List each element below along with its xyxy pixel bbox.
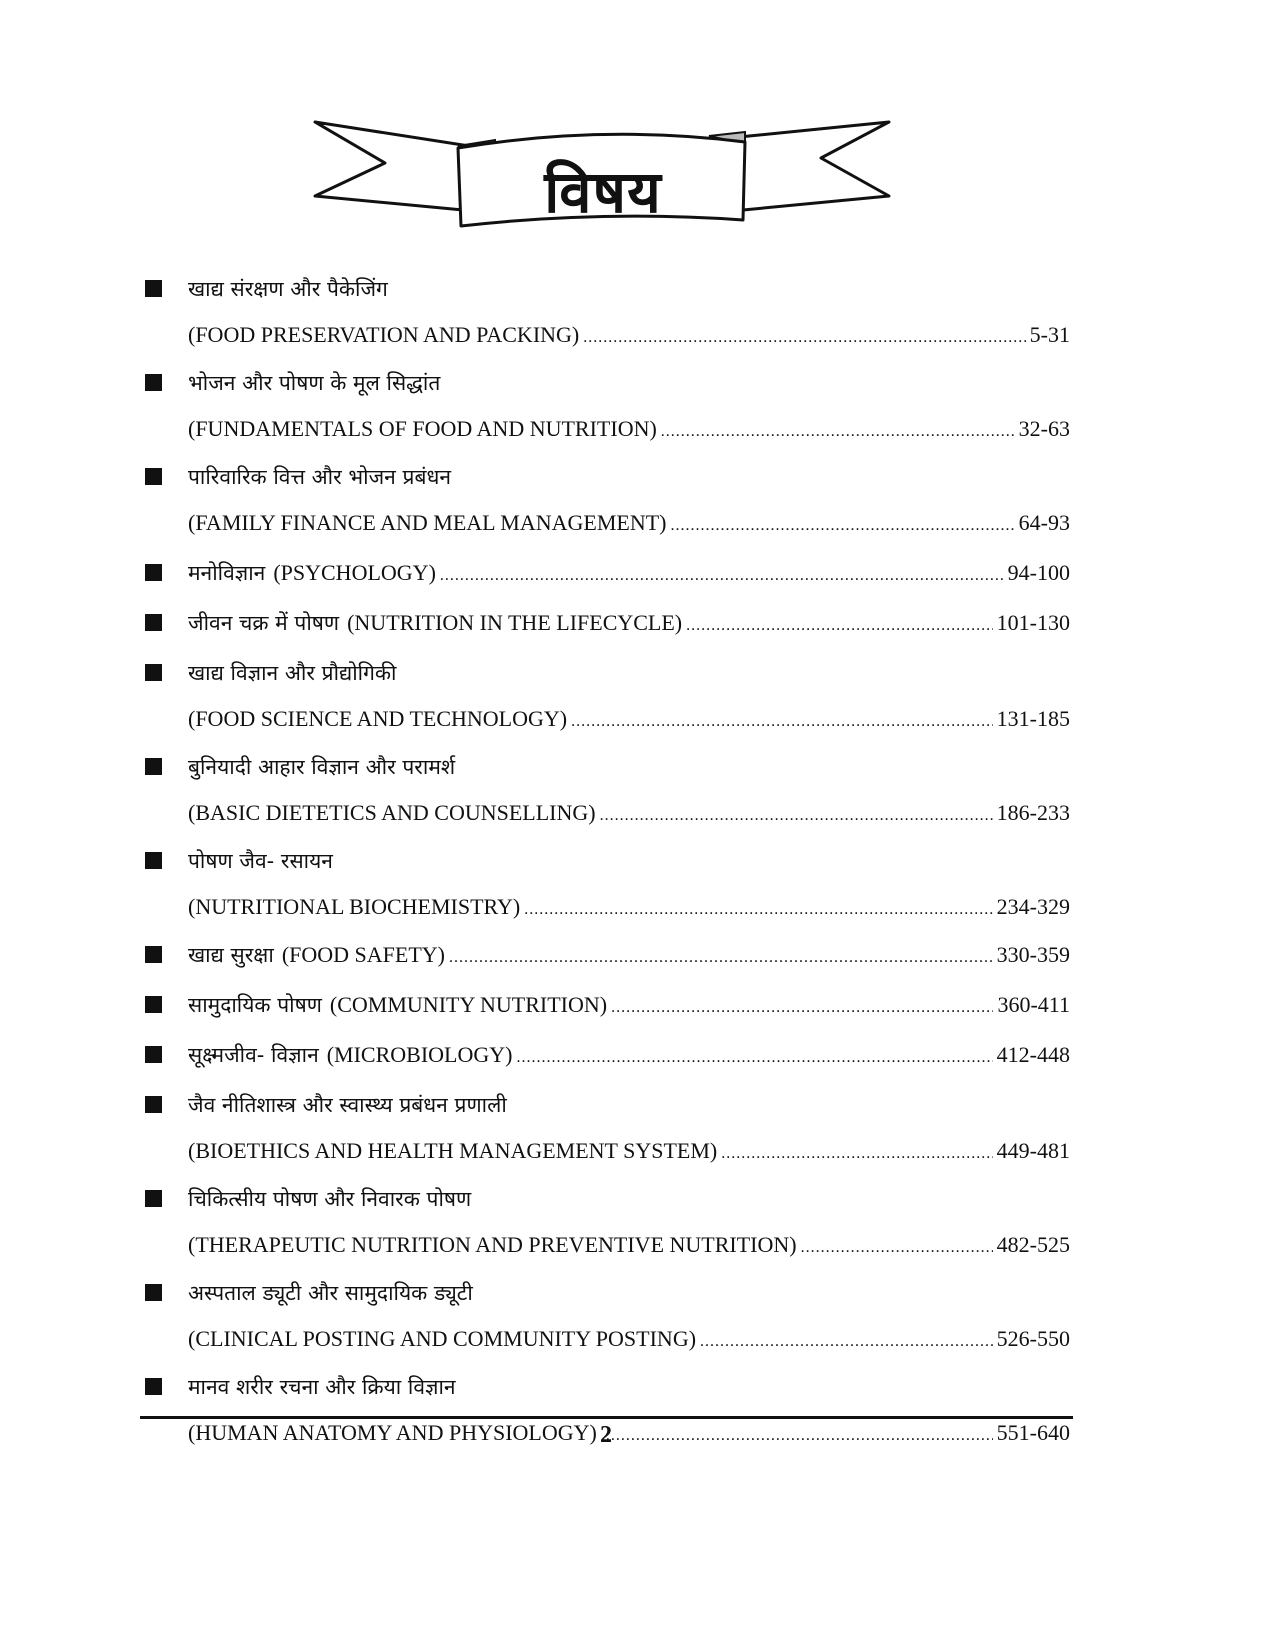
toc-hindi-title: खाद्य संरक्षण और पैकेजिंग — [188, 277, 388, 301]
toc-page-range: 526-550 — [996, 1326, 1070, 1351]
toc-page-range: 186-233 — [996, 800, 1070, 825]
table-of-contents — [145, 266, 1070, 1456]
square-bullet-icon — [145, 996, 162, 1013]
dot-leader — [686, 603, 993, 649]
toc-english-title: (HUMAN ANATOMY AND PHYSIOLOGY) — [188, 1420, 597, 1445]
toc-english-title: (COMMUNITY NUTRITION) — [329, 992, 608, 1017]
dot-leader — [700, 1319, 993, 1365]
square-bullet-icon — [145, 852, 162, 869]
square-bullet-icon — [145, 280, 162, 297]
dot-leader — [449, 935, 993, 981]
toc-hindi-title: जैव नीतिशास्त्र और स्वास्थ्य प्रबंधन प्रणाली — [188, 1093, 507, 1117]
toc-page-range: 234-329 — [996, 894, 1070, 919]
page-title: विषय — [544, 158, 662, 226]
toc-hindi-title: खाद्य सुरक्षा — [188, 943, 274, 967]
dot-leader — [661, 409, 1015, 455]
toc-english-title: (FOOD SCIENCE AND TECHNOLOGY) — [188, 706, 568, 731]
dot-leader — [611, 985, 993, 1031]
toc-entry[interactable] — [145, 1270, 1070, 1362]
toc-hindi-title: मानव शरीर रचना और क्रिया विज्ञान — [188, 1375, 456, 1399]
toc-hindi-title: सूक्ष्मजीव- विज्ञान — [188, 1043, 319, 1067]
toc-english-title: (BIOETHICS AND HEALTH MANAGEMENT SYSTEM) — [188, 1138, 718, 1163]
square-bullet-icon — [145, 614, 162, 631]
dot-leader — [583, 315, 1025, 361]
toc-page-range: 131-185 — [996, 706, 1070, 731]
toc-page-range: 551-640 — [996, 1420, 1070, 1445]
square-bullet-icon — [145, 946, 162, 963]
toc-page-range: 330-359 — [996, 942, 1070, 967]
toc-english-title: (PSYCHOLOGY) — [273, 560, 436, 585]
toc-hindi-title: पोषण जैव- रसायन — [188, 849, 333, 873]
toc-hindi-title: बुनियादी आहार विज्ञान और परामर्श — [188, 755, 456, 779]
toc-page-range: 360-411 — [997, 992, 1070, 1017]
page-number: 2 — [600, 1422, 612, 1448]
toc-english-title: (CLINICAL POSTING AND COMMUNITY POSTING) — [188, 1326, 697, 1351]
toc-english-title: (FOOD PRESERVATION AND PACKING) — [188, 322, 580, 347]
dot-leader — [600, 793, 993, 839]
toc-page-range: 64-93 — [1018, 510, 1070, 535]
toc-english-title: (FAMILY FINANCE AND MEAL MANAGEMENT) — [188, 510, 667, 535]
toc-entry[interactable] — [145, 1082, 1070, 1174]
footer-rule — [140, 1416, 1073, 1419]
toc-page-range: 32-63 — [1018, 416, 1070, 441]
square-bullet-icon — [145, 1284, 162, 1301]
toc-page-range: 94-100 — [1007, 560, 1070, 585]
square-bullet-icon — [145, 1190, 162, 1207]
toc-english-title: (THERAPEUTIC NUTRITION AND PREVENTIVE NUTRITION) — [188, 1232, 797, 1257]
toc-page-range: 101-130 — [996, 610, 1070, 635]
toc-english-title: (NUTRITIONAL BIOCHEMISTRY) — [188, 894, 521, 919]
toc-entry[interactable] — [145, 550, 1070, 596]
toc-hindi-title: जीवन चक्र में पोषण — [188, 611, 340, 635]
toc-english-title: (FOOD SAFETY) — [281, 942, 445, 967]
toc-entry[interactable] — [145, 650, 1070, 742]
toc-entry[interactable] — [145, 838, 1070, 930]
toc-entry[interactable] — [145, 600, 1070, 646]
toc-english-title: (MICROBIOLOGY) — [326, 1042, 513, 1067]
dot-leader — [524, 887, 992, 933]
title-banner — [313, 118, 893, 238]
dot-leader — [571, 699, 993, 745]
square-bullet-icon — [145, 564, 162, 581]
toc-entry[interactable] — [145, 932, 1070, 978]
toc-page-range: 482-525 — [996, 1232, 1070, 1257]
square-bullet-icon — [145, 1378, 162, 1395]
square-bullet-icon — [145, 758, 162, 775]
toc-hindi-title: चिकित्सीय पोषण और निवारक पोषण — [188, 1187, 472, 1211]
toc-hindi-title: पारिवारिक वित्त और भोजन प्रबंधन — [188, 465, 452, 489]
dot-leader — [671, 503, 1015, 549]
dot-leader — [721, 1131, 992, 1177]
toc-entry[interactable] — [145, 744, 1070, 836]
toc-hindi-title: मनोविज्ञान — [188, 561, 266, 585]
toc-hindi-title: खाद्य विज्ञान और प्रौद्योगिकी — [188, 661, 397, 685]
dot-leader — [801, 1225, 993, 1271]
toc-entry[interactable] — [145, 1032, 1070, 1078]
square-bullet-icon — [145, 1096, 162, 1113]
toc-entry[interactable] — [145, 360, 1070, 452]
toc-page-range: 412-448 — [996, 1042, 1070, 1067]
toc-entry[interactable] — [145, 454, 1070, 546]
toc-entry[interactable] — [145, 1176, 1070, 1268]
toc-page-range: 5-31 — [1029, 322, 1070, 347]
toc-english-title: (FUNDAMENTALS OF FOOD AND NUTRITION) — [188, 416, 657, 441]
toc-hindi-title: भोजन और पोषण के मूल सिद्धांत — [188, 371, 441, 395]
toc-hindi-title: सामुदायिक पोषण — [188, 993, 322, 1017]
square-bullet-icon — [145, 468, 162, 485]
toc-page-range: 449-481 — [996, 1138, 1070, 1163]
toc-entry[interactable] — [145, 266, 1070, 358]
toc-hindi-title: अस्पताल ड्यूटी और सामुदायिक ड्यूटी — [188, 1281, 473, 1305]
toc-entry[interactable] — [145, 982, 1070, 1028]
toc-english-title: (NUTRITION IN THE LIFECYCLE) — [347, 610, 683, 635]
square-bullet-icon — [145, 374, 162, 391]
toc-english-title: (BASIC DIETETICS AND COUNSELLING) — [188, 800, 596, 825]
dot-leader — [516, 1035, 992, 1081]
dot-leader — [440, 553, 1004, 599]
square-bullet-icon — [145, 1046, 162, 1063]
square-bullet-icon — [145, 664, 162, 681]
